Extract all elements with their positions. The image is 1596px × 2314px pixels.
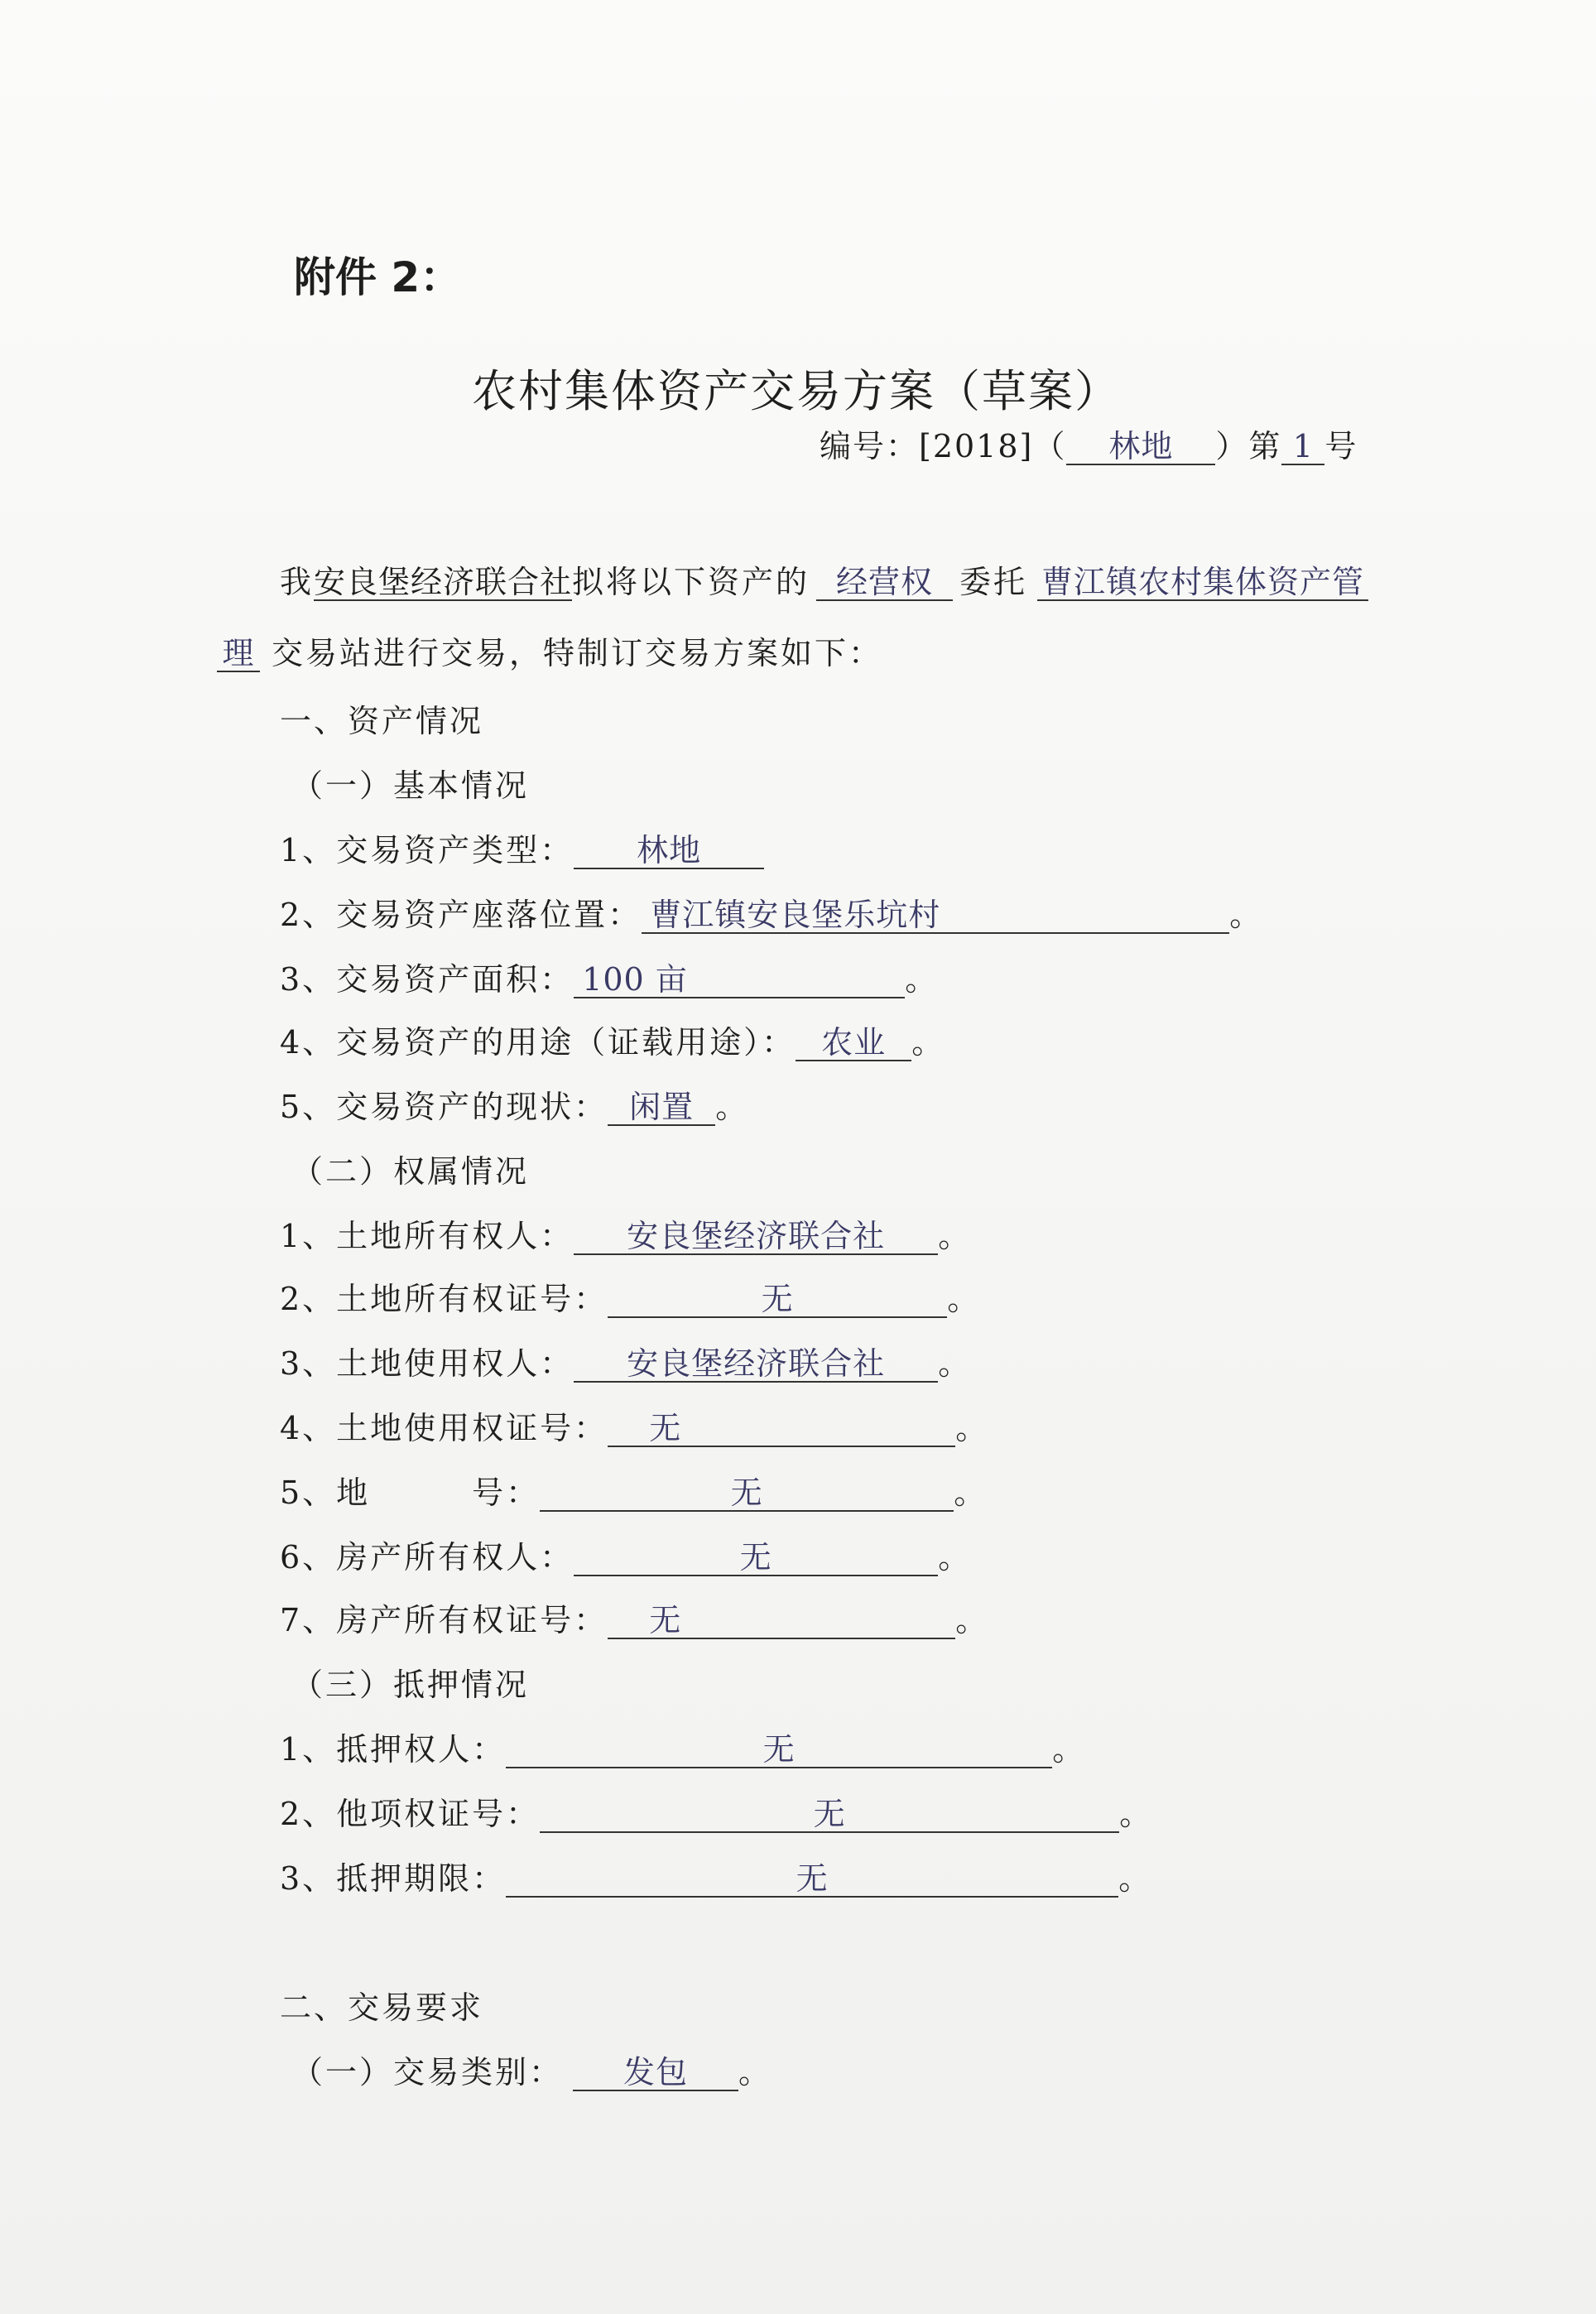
ownership-item-5 [280,1467,988,1513]
intro-text-4: 交易站进行交易，特制订交易方案如下： [272,635,883,671]
item-value: 安良堡经济联合社 [574,1220,938,1255]
basic-item-3 [280,954,939,999]
item-end: 。 [911,1024,946,1061]
item-value: 林地 [574,835,764,869]
item-value: 曹江镇安良堡乐坑村 [642,899,1229,934]
document-title: 农村集体资产交易方案（草案） [472,365,1121,417]
basic-item-5 [280,1081,749,1127]
item-value: 100 亩 [574,964,905,998]
ownership-item-7 [280,1595,989,1640]
ownership-item-6 [280,1532,972,1577]
item-end: 。 [1052,1731,1087,1768]
intro-owner: 安良堡经济联合社 [314,564,573,600]
item-value: 安良堡经济联合社 [574,1348,938,1383]
item-value: 无 [608,1412,955,1447]
item-end: 。 [938,1218,973,1254]
item-label: 7、房产所有权证号： [280,1602,608,1638]
number-category: 林地 [1066,431,1215,465]
item-value: 无 [540,1798,1119,1833]
item-label: 1、土地所有权人： [280,1218,574,1254]
item-value: 农业 [796,1027,911,1061]
intro-line-2 [217,628,882,673]
item-value: 闲置 [608,1091,715,1126]
item-end: 。 [954,1475,988,1511]
item-end: 。 [1118,1860,1153,1897]
intro-text-1: 我 [280,564,315,600]
trade-type-line [291,2047,772,2092]
trade-type-value: 发包 [573,2057,738,2091]
item-end: 。 [1229,897,1264,933]
item-end: 。 [947,1281,982,1317]
ownership-item-4 [280,1402,989,1448]
item-label: 5、交易资产的现状： [280,1089,608,1125]
mortgage-item-1 [280,1724,1086,1769]
item-label: 1、抵押权人： [280,1731,507,1768]
item-label: 3、抵押期限： [280,1860,507,1897]
intro-line-1 [280,556,1368,602]
item-end: 。 [938,1345,973,1382]
item-value: 无 [608,1604,955,1639]
basic-item-2 [280,889,1263,935]
intro-agent-b: 理 [217,637,260,672]
ownership-heading: （二）权属情况 [291,1153,530,1190]
item-label: 2、土地所有权证号： [280,1281,608,1317]
section1-heading: 一、资产情况 [280,703,484,739]
intro-agent-a: 曹江镇农村集体资产管 [1037,566,1368,601]
item-value: 无 [540,1477,954,1512]
ownership-item-1 [280,1210,972,1256]
attachment-label: 附件 2： [294,253,462,301]
item-end: 。 [955,1602,990,1638]
item-label: 5、地 号： [280,1475,541,1511]
item-value: 无 [506,1863,1118,1898]
ownership-item-3 [280,1338,972,1383]
number-prefix: 编号：[2018]（ [820,428,1067,464]
item-value: 无 [608,1283,947,1318]
ownership-item-2 [280,1273,981,1319]
basic-heading: （一）基本情况 [291,767,530,804]
intro-text-3: 委托 [959,564,1028,600]
item-end: 。 [1119,1796,1154,1832]
trade-type-label: （一）交易类别： [291,2054,564,2090]
mortgage-item-3 [280,1853,1152,1898]
basic-item-1 [280,825,764,870]
basic-item-4 [280,1017,945,1062]
item-end: 。 [905,961,940,998]
intro-text-2: 拟将以下资产的 [572,564,810,600]
item-label: 2、交易资产座落位置： [280,897,642,933]
item-label: 4、土地使用权证号： [280,1410,608,1446]
number-middle: ）第 [1215,428,1282,464]
item-label: 6、房产所有权人： [280,1539,574,1576]
item-end: 。 [955,1410,990,1446]
document-number [820,421,1358,466]
item-label: 3、土地使用权人： [280,1345,574,1382]
section2-heading: 二、交易要求 [280,1989,484,2026]
mortgage-item-2 [280,1788,1153,1834]
item-label: 4、交易资产的用途（证载用途）： [280,1024,796,1061]
item-label: 2、他项权证号： [280,1796,541,1832]
item-label: 3、交易资产面积： [280,961,574,998]
item-end: 。 [715,1089,750,1125]
intro-right-type: 经营权 [816,566,953,601]
number-seq: 1 [1281,431,1324,465]
trade-type-end: 。 [738,2054,773,2090]
item-label: 1、交易资产类型： [280,832,574,868]
number-suffix: 号 [1324,428,1358,464]
item-end: 。 [938,1539,973,1576]
item-value: 无 [574,1542,938,1576]
item-value: 无 [506,1734,1052,1768]
mortgage-heading: （三）抵押情况 [291,1667,530,1703]
